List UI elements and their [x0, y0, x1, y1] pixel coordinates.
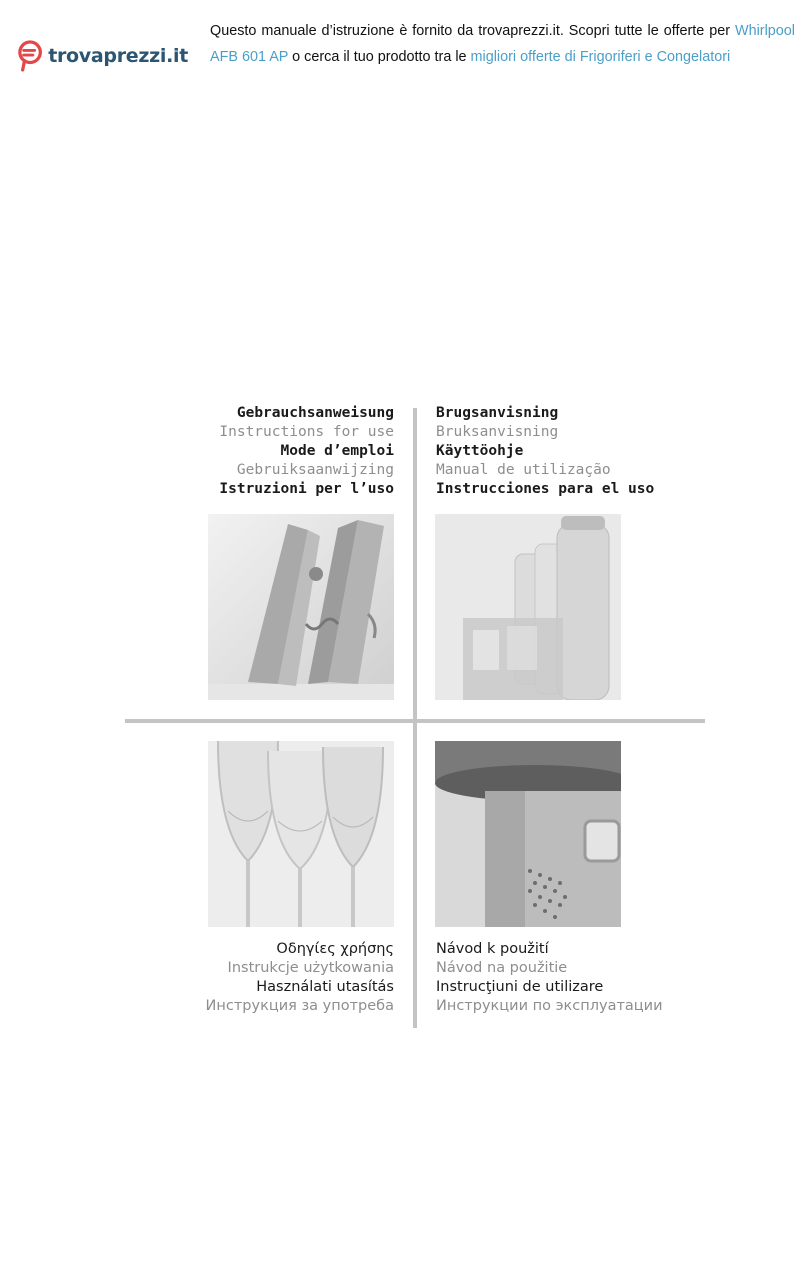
clothespins-photo	[208, 514, 394, 700]
euro-tag-icon	[18, 39, 42, 73]
title-el: Οδηγίες χρήσης	[276, 941, 394, 957]
title-cs: Návod k použití	[436, 941, 549, 957]
notice-text-1: Questo manuale d’istruzione è fornito da trovaprezzi.it. Scopri tutte le offerte per	[210, 23, 736, 39]
title-ru: Инструкции по эксплуатации	[436, 998, 663, 1014]
titles-top-right	[436, 404, 654, 499]
milk-bottles-photo	[435, 514, 621, 700]
title-es: Instrucciones para el uso	[436, 481, 655, 497]
header-notice	[210, 18, 795, 70]
title-sk: Návod na použitie	[436, 960, 568, 976]
titles-bottom-left	[206, 940, 394, 1016]
title-bg: Инструкция за употреба	[205, 998, 394, 1014]
title-en: Instructions for use	[219, 424, 394, 440]
logo-text: trovaprezzi.it	[48, 45, 188, 67]
trovaprezzi-logo[interactable]	[18, 38, 188, 74]
title-pt: Manual de utilização	[436, 462, 611, 478]
title-pl: Instrukcje użytkowania	[227, 960, 394, 976]
title-da: Brugsanvisning	[436, 405, 559, 421]
notice-text-2: o cerca il tuo prodotto tra le	[288, 49, 471, 65]
title-it: Istruzioni per l’uso	[219, 481, 394, 497]
title-ro: Instrucţiuni de utilizare	[436, 979, 604, 995]
title-fr: Mode d’emploi	[280, 443, 394, 459]
title-no: Bruksanvisning	[436, 424, 559, 440]
title-hu: Használati utasítás	[256, 979, 394, 995]
title-nl: Gebruiksaanwijzing	[236, 462, 394, 478]
vertical-divider	[413, 408, 417, 1028]
title-fi: Käyttöohje	[436, 443, 524, 459]
product-link[interactable]: Whirlpool AFB 601 AP	[210, 23, 795, 65]
horizontal-divider	[125, 719, 705, 723]
wine-glasses-photo	[208, 741, 394, 927]
category-link[interactable]: migliori offerte di Frigoriferi e Congelatori	[470, 49, 731, 65]
title-de: Gebrauchsanweisung	[236, 405, 394, 421]
titles-bottom-right	[436, 940, 663, 1016]
metal-colander-photo	[435, 741, 621, 927]
titles-top-left	[219, 404, 394, 499]
